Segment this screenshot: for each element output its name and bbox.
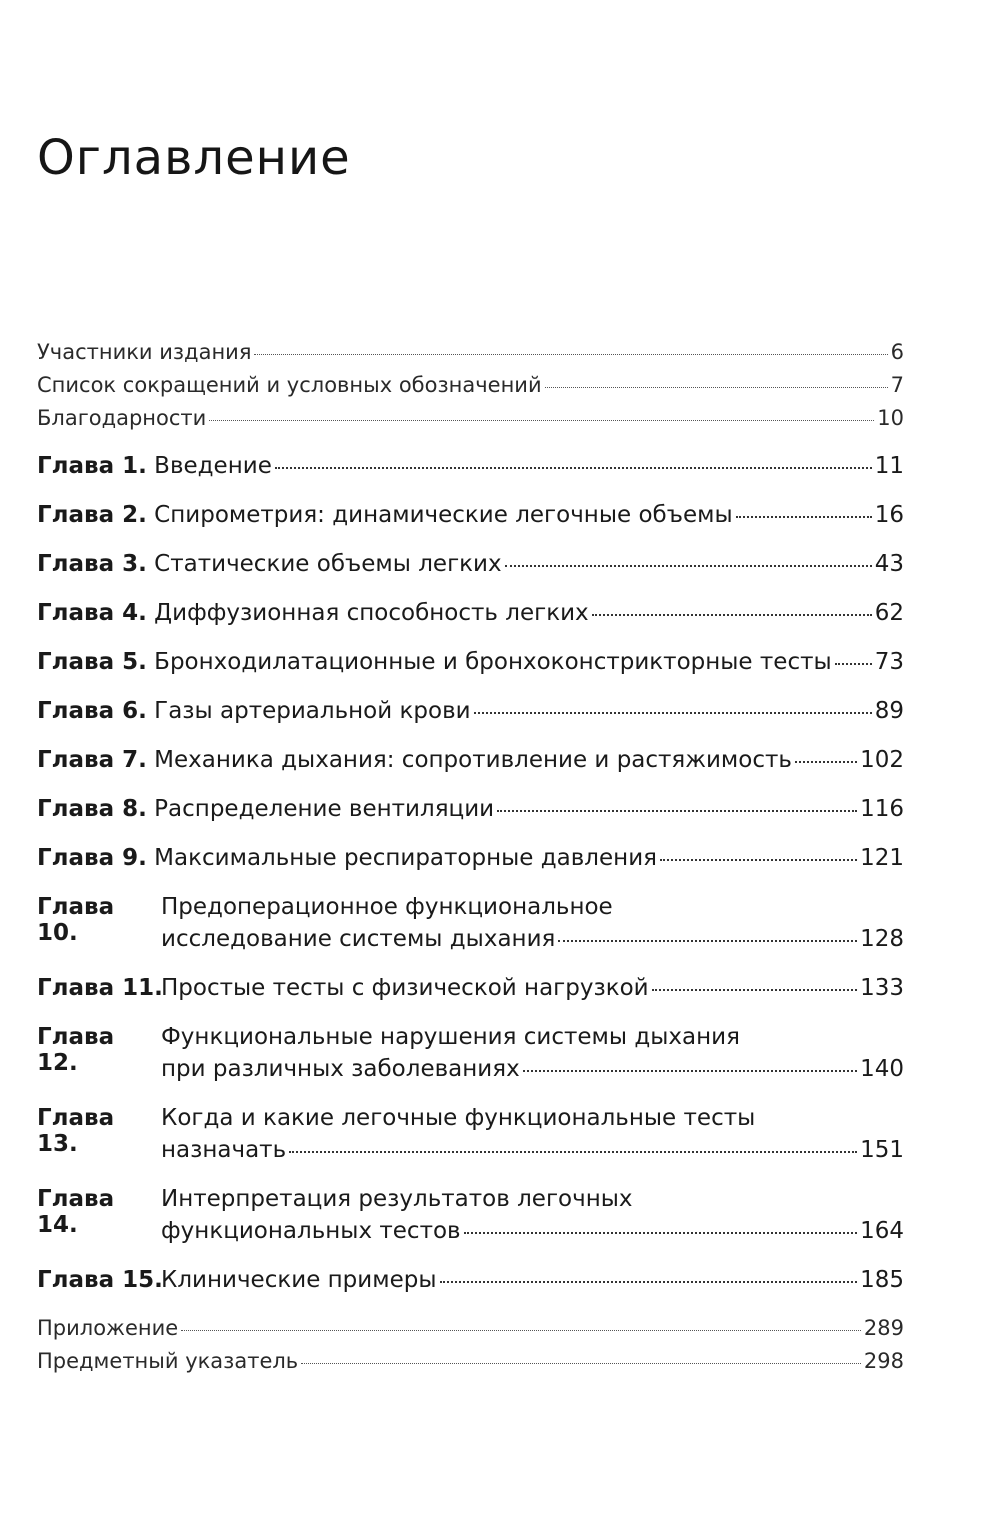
toc-page-number: 16 [874,502,904,528]
dot-leader [592,614,872,616]
toc-page-number: 289 [863,1316,904,1340]
toc-entry-contributors[interactable] [37,340,904,373]
chapter-label: Глава 13. [37,1105,115,1157]
toc-page-number: 116 [860,796,904,822]
toc-page-number: 151 [860,1137,904,1163]
dot-leader [289,1151,857,1153]
toc-page-number: 164 [860,1218,904,1244]
chapter-title: Простые тесты с физической нагрузкой [161,975,649,1001]
chapter-title-line2: исследование системы дыхания [161,926,556,952]
toc-chapter-14[interactable] [37,1186,904,1267]
toc-entry-text: Участники издания [37,340,252,364]
toc-page-number: 43 [874,551,904,577]
dot-leader [497,810,857,812]
chapter-title: Распределение вентиляции [154,796,495,822]
dot-leader [181,1330,861,1331]
toc-page-number: 140 [860,1056,904,1082]
chapter-label: Глава 11. [37,975,163,1001]
toc-page-number: 6 [890,340,904,364]
dot-leader [545,387,888,388]
chapter-title-line1: Интерпретация результатов легочных [161,1186,633,1212]
chapter-title: Механика дыхания: сопротивление и растяжимость [154,747,792,773]
toc-page-number: 298 [863,1349,904,1373]
chapter-title-line1: Когда и какие легочные функциональные тесты [161,1105,756,1131]
chapter-title-line1: Функциональные нарушения системы дыхания [161,1024,740,1050]
toc-page-number: 128 [860,926,904,952]
dot-leader [254,354,887,355]
dot-leader [440,1281,858,1283]
dot-leader [660,859,857,861]
dot-leader [652,989,857,991]
chapter-title: Газы артериальной крови [154,698,471,724]
chapter-label: Глава 1. [37,453,147,479]
toc-entry-abbreviations[interactable] [37,373,904,406]
chapter-label: Глава 14. [37,1186,115,1238]
toc-chapter-13[interactable] [37,1105,904,1186]
dot-leader [474,712,872,714]
page-title: Оглавление [37,130,351,186]
dot-leader [558,940,857,942]
toc-page-number: 185 [860,1267,904,1293]
toc-entry-text: Предметный указатель [37,1349,299,1373]
toc-entry-text: Список сокращений и условных обозначений [37,373,542,397]
chapter-label: Глава 4. [37,600,147,626]
chapter-label: Глава 2. [37,502,147,528]
toc-chapter-4[interactable] [37,600,904,649]
chapter-title: Введение [154,453,272,479]
chapter-title: Статические объемы легких [154,551,502,577]
dot-leader [505,565,872,567]
toc-page-number: 10 [877,406,904,430]
chapter-title: Клинические примеры [161,1267,437,1293]
dot-leader [301,1363,861,1364]
toc-chapter-9[interactable] [37,845,904,894]
chapter-label: Глава 12. [37,1024,115,1076]
chapter-label: Глава 10. [37,894,115,946]
chapter-label: Глава 8. [37,796,147,822]
toc-entry-text: Приложение [37,1316,179,1340]
dot-leader [464,1232,857,1234]
toc-page-number: 133 [860,975,904,1001]
chapter-label: Глава 7. [37,747,147,773]
chapter-title: Спирометрия: динамические легочные объемы [154,502,733,528]
toc-entry-text: Благодарности [37,406,207,430]
toc-chapter-1[interactable] [37,453,904,502]
toc-entry-acknowledgements[interactable] [37,406,904,439]
toc-chapter-2[interactable] [37,502,904,551]
chapter-label: Глава 5. [37,649,147,675]
dot-leader [523,1070,857,1072]
table-of-contents [37,340,904,1382]
chapter-title-line1: Предоперационное функциональное [161,894,613,920]
chapter-label: Глава 15. [37,1267,163,1293]
chapter-title-line2: назначать [161,1137,287,1163]
chapter-label: Глава 3. [37,551,147,577]
chapter-title: Диффузионная способность легких [154,600,589,626]
toc-page-number: 62 [874,600,904,626]
toc-page-number: 89 [874,698,904,724]
toc-chapter-5[interactable] [37,649,904,698]
toc-page-number: 7 [890,373,904,397]
chapter-title: Бронходилатационные и бронхоконстрикторные тесты [154,649,832,675]
toc-chapter-7[interactable] [37,747,904,796]
dot-leader [209,420,874,421]
toc-chapter-11[interactable] [37,975,904,1024]
toc-entry-index[interactable] [37,1349,904,1382]
dot-leader [835,663,872,665]
dot-leader [736,516,872,518]
toc-chapter-10[interactable] [37,894,904,975]
chapter-label: Глава 9. [37,845,147,871]
chapter-title: Максимальные респираторные давления [154,845,657,871]
chapter-title-line2: функциональных тестов [161,1218,461,1244]
toc-chapter-3[interactable] [37,551,904,600]
toc-page-number: 121 [860,845,904,871]
toc-page-number: 73 [874,649,904,675]
toc-chapter-8[interactable] [37,796,904,845]
toc-entry-appendix[interactable] [37,1316,904,1349]
toc-chapter-12[interactable] [37,1024,904,1105]
toc-page-number: 102 [860,747,904,773]
toc-chapter-6[interactable] [37,698,904,747]
toc-chapter-15[interactable] [37,1267,904,1316]
chapter-label: Глава 6. [37,698,147,724]
toc-page-number: 11 [874,453,904,479]
chapter-title-line2: при различных заболеваниях [161,1056,520,1082]
dot-leader [795,761,857,763]
dot-leader [275,467,872,469]
